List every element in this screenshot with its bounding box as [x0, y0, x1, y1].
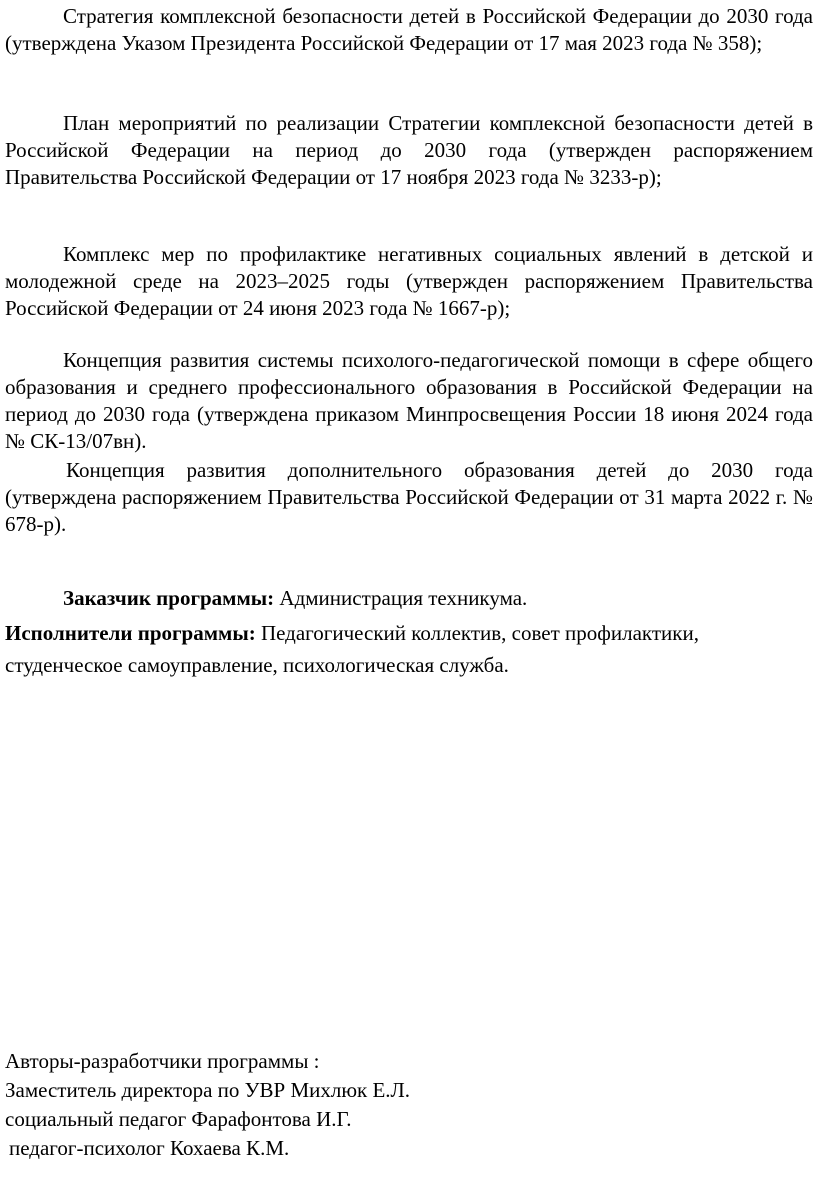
paragraph-action-plan: План мероприятий по реализации Стратегии комплексной безопасности детей в Российской Федерации на период до 2030 года (утвержден распоряжением Правительства Российской Федерации от 17 ноября 2023 года № 3233-р);: [5, 111, 813, 189]
author-item: педагог-психолог Кохаева К.М.: [9, 1136, 290, 1160]
authors-heading: Авторы-разработчики программы :: [5, 1049, 320, 1073]
executors-line: [5, 617, 813, 681]
paragraph-prevention-measures: Комплекс мер по профилактике негативных социальных явлений в детской и молодежной среде на 2023–2025 годы (утвержден распоряжением Правительства Российской Федерации от 24 июня 2023 года № 1667-р);: [5, 242, 813, 320]
executors-value: Педагогический коллектив, совет профилактики, студенческое самоуправление, психологическая служба.: [5, 621, 699, 677]
author-item: социальный педагог Фарафонтова И.Г.: [5, 1107, 352, 1131]
author-item: Заместитель директора по УВР Михлюк Е.Л.: [5, 1078, 411, 1102]
executors-label: Исполнители программы:: [5, 621, 256, 645]
authors-block: [5, 1047, 410, 1163]
paragraph-additional-education-concept: Концепция развития дополнительного образования детей до 2030 года (утверждена распоряжением Правительства Российской Федерации от 31 марта 2022 г. № 678-р).: [5, 458, 813, 536]
customer-label: Заказчик программы:: [63, 586, 275, 610]
customer-line: [63, 585, 527, 612]
paragraph-strategy: Стратегия комплексной безопасности детей в Российской Федерации до 2030 года (утверждена Указом Президента Российской Федерации от 17 мая 2023 года № 358);: [5, 4, 813, 55]
customer-value: Администрация техникума.: [274, 586, 528, 610]
paragraph-psych-concept: Концепция развития системы психолого-педагогической помощи в сфере общего образования и среднего профессионального образования в Российской Федерации на период до 2030 года (утверждена приказом Минпросвещения России 18 июня 2024 года № СК-13/07вн).: [5, 348, 813, 453]
